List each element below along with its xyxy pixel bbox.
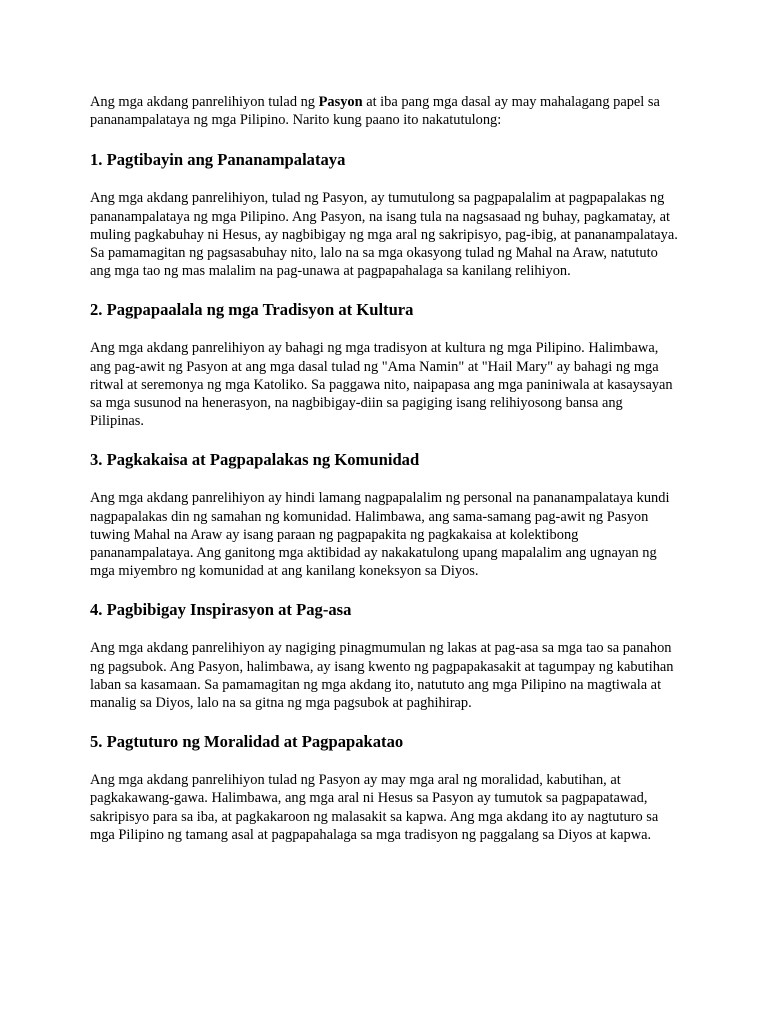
- section-2-body: Ang mga akdang panrelihiyon ay bahagi ng mga tradisyon at kultura ng mga Pilipino. Halimbawa, ang pag-awit ng Pasyon at ang mga dasal tulad ng "Ama Namin" at "Hail Mary" ay bahagi ng mga ritwal at seremonya ng mga Katoliko. Sa paggawa nito, naipapasa ang mga paniniwala at kasaysayan sa mga susunod na henerasyon, na nagbibigay-diin sa pagiging isang relihiyosong bansa ang Pilipinas.: [90, 340, 673, 430]
- section-5-heading: 5. Pagtuturo ng Moralidad at Pagpapakatao: [90, 732, 404, 752]
- section-4-heading: 4. Pagbibigay Inspirasyon at Pag-asa: [90, 600, 352, 620]
- section-4-body: Ang mga akdang panrelihiyon ay nagiging pinagmumulan ng lakas at pag-asa sa mga tao sa panahon ng pagsubok. Ang Pasyon, halimbawa, ay isang kwento ng pagpapakasakit at tagumpay ng kabutihan laban sa kasamaan. Sa pamamagitan ng mga akdang ito, natututo ang mga Pilipino na magtiwala at manalig sa Diyos, lalo na sa gitna ng mga pagsubok at paghihirap.: [90, 640, 674, 712]
- section-3-heading: 3. Pagkakaisa at Pagpapalakas ng Komunidad: [90, 450, 420, 470]
- section-2-heading: 2. Pagpapaalala ng mga Tradisyon at Kultura: [90, 300, 414, 320]
- section-1-body: Ang mga akdang panrelihiyon, tulad ng Pasyon, ay tumutulong sa pagpapalalim at pagpapalakas ng pananampalataya ng mga Pilipino. Ang Pasyon, na isang tula na nagsasaad ng buhay, pagkamatay, at muling pagkabuhay ni Hesus, ay nagbibigay ng mga aral ng sakripisyo, pag-ibig, at pananampalataya. Sa pamamagitan ng pagsasabuhay nito, lalo na sa mga okasyong tulad ng Mahal na Araw, natututo ang mga tao ng mas malalim na pag-unawa at pagpapahalaga sa kanilang relihiyon.: [90, 190, 678, 280]
- section-3-body: Ang mga akdang panrelihiyon ay hindi lamang nagpapalalim ng personal na pananampalataya kundi nagpapalakas din ng samahan ng komunidad. Halimbawa, ang sama-samang pag-awit ng Pasyon tuwing Mahal na Araw ay isang paraan ng pagpapakita ng pagkakaisa at kolektibong pananampalataya. Ang ganitong mga aktibidad ay nakakatulong upang mapalalim ang ugnayan ng mga miyembro ng komunidad at ang kanilang koneksyon sa Diyos.: [90, 490, 670, 580]
- intro-text-after: at iba pang mga dasal ay may mahalagang papel sa pananampalataya ng mga Pilipino. Narito kung paano ito nakatutulong:: [90, 94, 660, 129]
- section-5-body: Ang mga akdang panrelihiyon tulad ng Pasyon ay may mga aral ng moralidad, kabutihan, at pagkakawang-gawa. Halimbawa, ang mga aral ni Hesus sa Pasyon ay tumutok sa pagpapatawad, sakripisyo para sa iba, at pagkakaroon ng malasakit sa kapwa. Ang mga akdang ito ay nagtuturo sa mga Pilipino ng tamang asal at pagpapahalaga sa mga tradisyon ng paggalang sa Diyos at kapwa.: [90, 772, 659, 843]
- intro-bold-term: Pasyon: [318, 94, 363, 110]
- section-1-heading: 1. Pagtibayin ang Pananampalataya: [90, 150, 346, 170]
- intro-text-before: Ang mga akdang panrelihiyon tulad ng: [90, 94, 319, 110]
- intro-paragraph: [90, 93, 678, 129]
